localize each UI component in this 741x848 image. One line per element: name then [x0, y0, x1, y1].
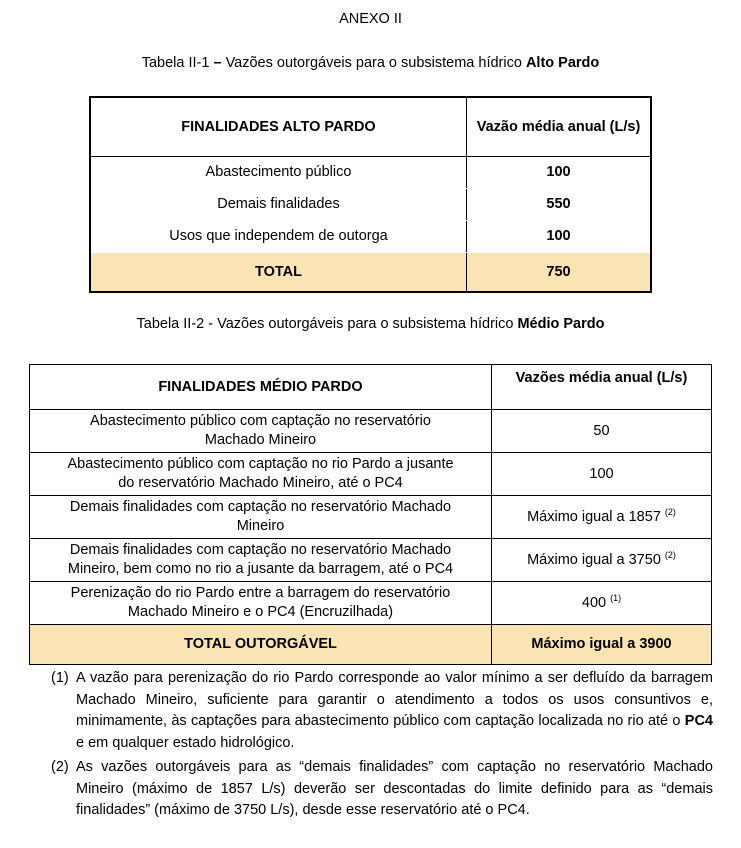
column-header-vazoes: Vazões média anual (L/s) [492, 365, 712, 410]
table2-caption [0, 316, 741, 332]
table-row [90, 221, 651, 253]
table1-caption-text: Vazões outorgáveis para o subsistema hídrico [221, 55, 526, 71]
table-row [90, 189, 651, 221]
row-label-line1: Demais finalidades com captação no reservatório Machado [69, 542, 452, 558]
total-value: Máximo igual a 3900 [492, 625, 712, 665]
row-value [492, 496, 712, 539]
row-label [30, 582, 492, 625]
row-label [30, 453, 492, 496]
footnote-number: (2) [51, 759, 69, 775]
table-row [90, 157, 651, 189]
row-value [492, 539, 712, 582]
row-value: 100 [467, 157, 652, 189]
table1-caption-dash: – [213, 55, 222, 71]
table-row [30, 453, 712, 496]
row-label-line1: Demais finalidades com captação no reservatório Machado [69, 499, 452, 515]
table1-caption-subsystem: Alto Pardo [525, 55, 600, 71]
table-header-row [30, 365, 712, 410]
total-label: TOTAL OUTORGÁVEL [30, 625, 492, 665]
table-total-row [30, 625, 712, 665]
row-label-line1: Abastecimento público com captação no reservatório [90, 413, 431, 429]
row-label-line2: do reservatório Machado Mineiro, até o PC4 [118, 475, 403, 491]
column-header-vazao: Vazão média anual (L/s) [467, 97, 652, 157]
table1-caption-prefix: Tabela II-1 [141, 55, 214, 71]
row-value-text: 400 [581, 594, 607, 611]
table-medio-pardo [29, 364, 712, 665]
footnote-text-start: A vazão para perenização do rio Pardo corresponde ao valor mínimo a ser defluído da barragem Machado Mineiro, suficiente para garantir o atendimento a todos os usos consuntivos e, minimamente, às captações para abastecimento público com captação localizada no rio até o [76, 670, 713, 729]
row-value-text: Máximo igual a 3750 [527, 551, 661, 568]
row-label [30, 539, 492, 582]
table-row [30, 539, 712, 582]
footnote-text [76, 668, 713, 754]
row-label-line2: Mineiro, bem como no rio a jusante da barragem, até o PC4 [67, 561, 454, 577]
row-label: Abastecimento público [90, 157, 467, 189]
total-value: 750 [467, 253, 652, 293]
row-value-text: Máximo igual a 1857 [527, 508, 661, 525]
footnote-ref: (2) [664, 549, 676, 560]
table2-caption-subsystem: Médio Pardo [517, 316, 605, 332]
row-label [30, 410, 492, 453]
footnote-text-end: e em qualquer estado hidrológico. [76, 734, 295, 751]
row-label-line1: Perenização do rio Pardo entre a barragem do reservatório [70, 585, 451, 601]
row-value [492, 582, 712, 625]
row-value-text: 100 [589, 465, 614, 482]
total-label: TOTAL [90, 253, 467, 293]
row-label-line2: Machado Mineiro e o PC4 (Encruzilhada) [127, 604, 394, 620]
row-label-line1: Abastecimento público com captação no rio Pardo a jusante [67, 456, 454, 472]
footnote-ref: (1) [610, 592, 622, 603]
table1-caption [0, 55, 741, 71]
table2-caption-text: Tabela II-2 - Vazões outorgáveis para o subsistema hídrico [136, 316, 518, 332]
row-label [30, 496, 492, 539]
row-label-line2: Machado Mineiro [204, 432, 317, 448]
footnote-bold-term: PC4 [684, 713, 713, 729]
row-value-text: 50 [593, 422, 610, 439]
footnote-ref: (2) [664, 506, 676, 517]
table-header-row [90, 97, 651, 157]
footnote-text: As vazões outorgáveis para as “demais finalidades” com captação no reservatório Machado Mineiro (máximo de 1857 L/s) deverão ser descontadas do limite definido para as “demais finalidades” (máximo de 3750 L/s), desde esse reservatório até o PC4. [76, 759, 713, 818]
row-label-line2: Mineiro [236, 518, 285, 534]
table-row [30, 410, 712, 453]
row-label: Demais finalidades [90, 189, 467, 221]
row-label: Usos que independem de outorga [90, 221, 467, 253]
row-value: 100 [467, 221, 652, 253]
column-header-finalidades: FINALIDADES ALTO PARDO [90, 97, 467, 157]
footnote-1 [51, 668, 713, 754]
annex-title: ANEXO II [339, 11, 402, 27]
table-alto-pardo [89, 96, 652, 293]
column-header-finalidades: FINALIDADES MÉDIO PARDO [30, 365, 492, 410]
footnote-2 [51, 757, 713, 822]
footnote-number: (1) [51, 670, 69, 686]
row-value: 550 [467, 189, 652, 221]
table-row [30, 582, 712, 625]
table-row [30, 496, 712, 539]
row-value [492, 410, 712, 453]
table-total-row [90, 253, 651, 293]
row-value [492, 453, 712, 496]
